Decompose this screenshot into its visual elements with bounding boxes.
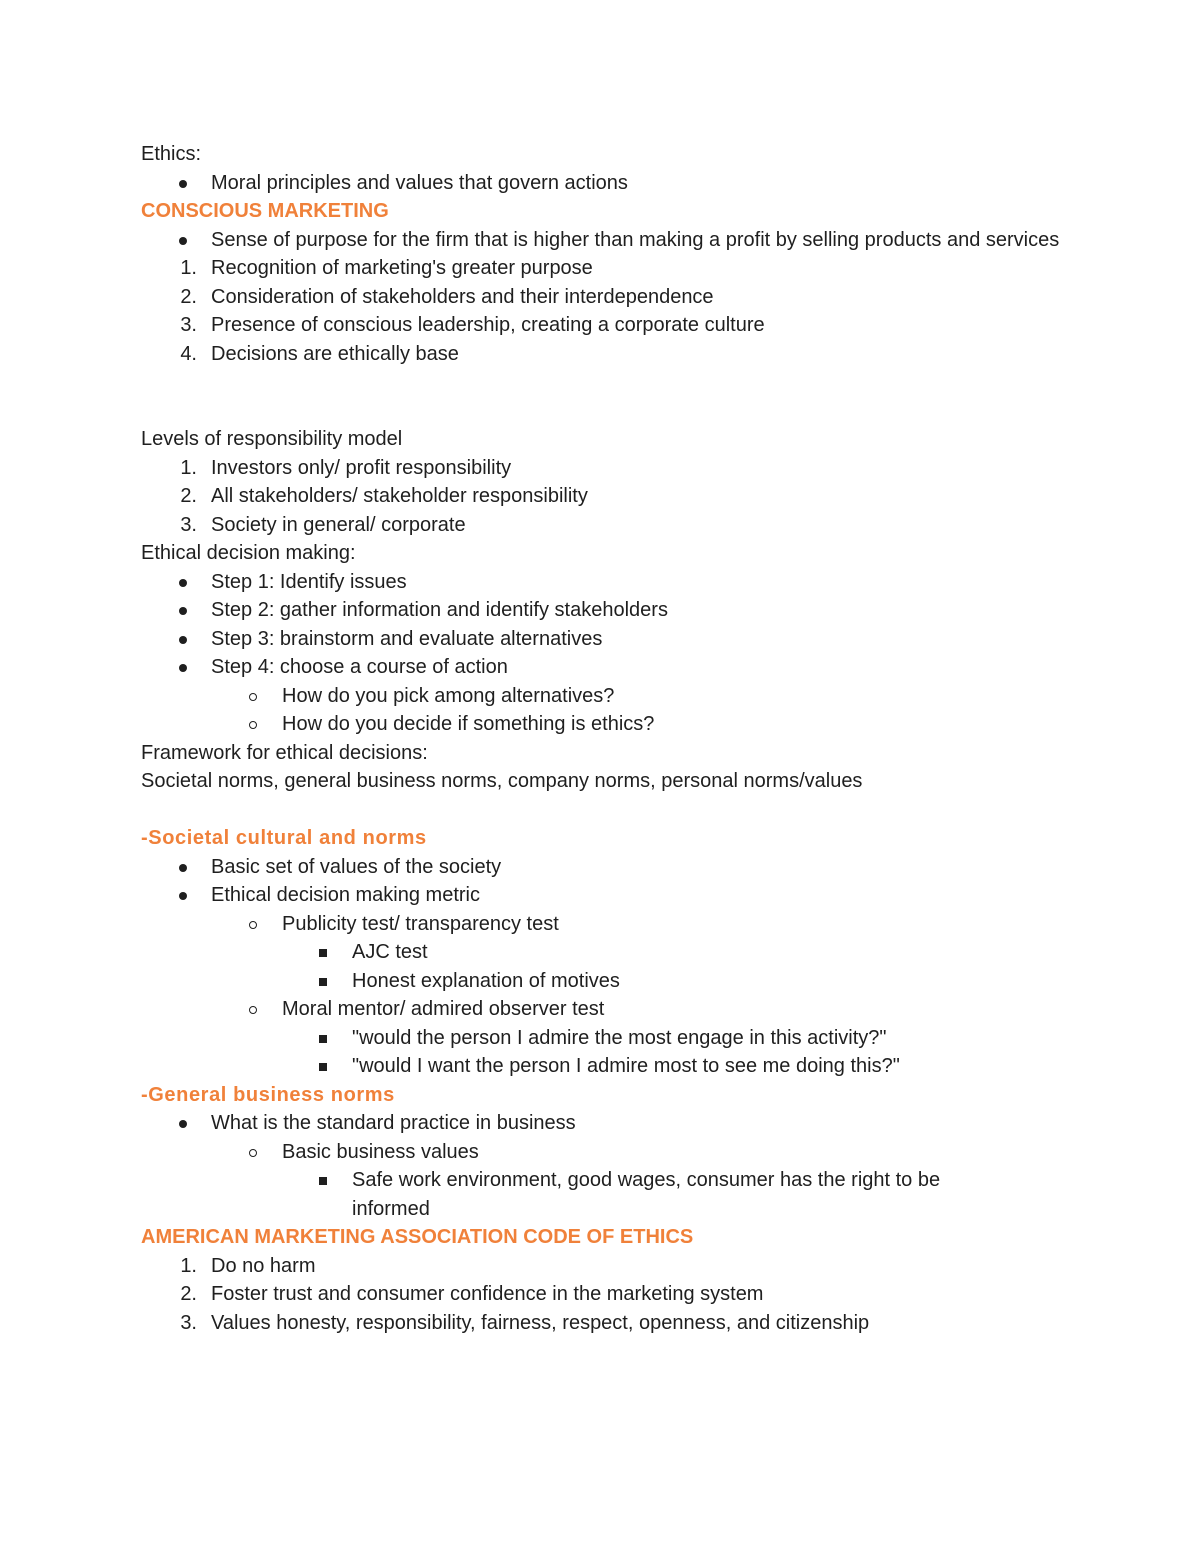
list-item: Step 4: choose a course of action <box>211 656 508 678</box>
list-item: Moral principles and values that govern actions <box>211 171 628 194</box>
levels-heading: Levels of responsibility model <box>141 428 403 450</box>
list-item: Safe work environment, good wages, consumer has the right to be informed <box>352 1169 941 1220</box>
list-number: 2. <box>180 1283 197 1305</box>
ethics-heading: Ethics: <box>141 143 202 165</box>
list-item: 2. Consideration of stakeholders and their interdependence <box>141 283 1101 312</box>
conscious-marketing-bullets <box>141 226 1101 255</box>
list-item: Publicity test/ transparency test <box>282 912 559 935</box>
societal-list <box>141 853 1101 1081</box>
list-number: 1. <box>180 456 197 479</box>
document-page <box>141 140 1101 1337</box>
list-item: Step 2: gather information and identify stakeholders <box>211 599 668 621</box>
list-item: Honest explanation of motives <box>352 969 620 992</box>
levels-numbered <box>141 454 1101 540</box>
list-number: 1. <box>180 257 197 279</box>
list-item: 1. Recognition of marketing's greater purpose <box>141 254 1101 283</box>
list-item: How do you decide if something is ethics? <box>282 713 655 735</box>
general-business-list <box>141 1109 1101 1223</box>
list-item: "would I want the person I admire most to see me doing this?" <box>352 1055 900 1077</box>
list-item: 2. All stakeholders/ stakeholder responsibility <box>141 482 1101 511</box>
societal-heading: -Societal cultural and norms <box>141 827 427 849</box>
list-item: 4. Decisions are ethically base <box>141 340 1101 369</box>
list-number: 3. <box>180 513 197 536</box>
list-item: Step 3: brainstorm and evaluate alternatives <box>211 627 603 650</box>
list-item: Ethical decision making metric <box>211 884 480 906</box>
list-item: Step 1: Identify issues <box>211 570 407 593</box>
decision-steps <box>141 568 1101 739</box>
ama-heading: AMERICAN MARKETING ASSOCIATION CODE OF ETHICS <box>141 1226 694 1248</box>
ethics-list <box>141 169 1101 198</box>
list-number: 3. <box>180 1311 197 1334</box>
list-item: 1. Do no harm <box>141 1252 1101 1281</box>
framework-text: Societal norms, general business norms, company norms, personal norms/values <box>141 770 863 792</box>
list-item: 3. Values honesty, responsibility, fairness, respect, openness, and citizenship <box>141 1309 1101 1338</box>
conscious-marketing-heading: CONSCIOUS MARKETING <box>141 200 389 222</box>
list-item: 1. Investors only/ profit responsibility <box>141 454 1101 483</box>
blank-space <box>141 796 1101 825</box>
list-item: Moral mentor/ admired observer test <box>282 998 605 1020</box>
list-item: 3. Society in general/ corporate <box>141 511 1101 540</box>
list-number: 3. <box>180 314 197 336</box>
list-number: 2. <box>180 285 197 308</box>
list-number: 2. <box>180 485 197 507</box>
framework-heading: Framework for ethical decisions: <box>141 741 428 764</box>
list-number: 4. <box>180 342 197 365</box>
list-item: Basic set of values of the society <box>211 855 502 878</box>
general-business-heading: -General business norms <box>141 1083 395 1106</box>
list-item: How do you pick among alternatives? <box>282 684 615 707</box>
list-item: "would the person I admire the most engage in this activity?" <box>352 1026 887 1049</box>
decision-making-heading: Ethical decision making: <box>141 542 356 564</box>
list-number: 1. <box>180 1254 197 1277</box>
list-item: 3. Presence of conscious leadership, creating a corporate culture <box>141 311 1101 340</box>
list-item: 2. Foster trust and consumer confidence in the marketing system <box>141 1280 1101 1309</box>
ama-numbered <box>141 1252 1101 1338</box>
list-item: Basic business values <box>282 1140 479 1163</box>
list-item: Sense of purpose for the firm that is higher than making a profit by selling products and services <box>211 228 1060 251</box>
list-item: AJC test <box>352 941 428 963</box>
conscious-marketing-numbered <box>141 254 1101 368</box>
blank-space <box>141 368 1101 425</box>
list-item: What is the standard practice in business <box>211 1112 576 1134</box>
